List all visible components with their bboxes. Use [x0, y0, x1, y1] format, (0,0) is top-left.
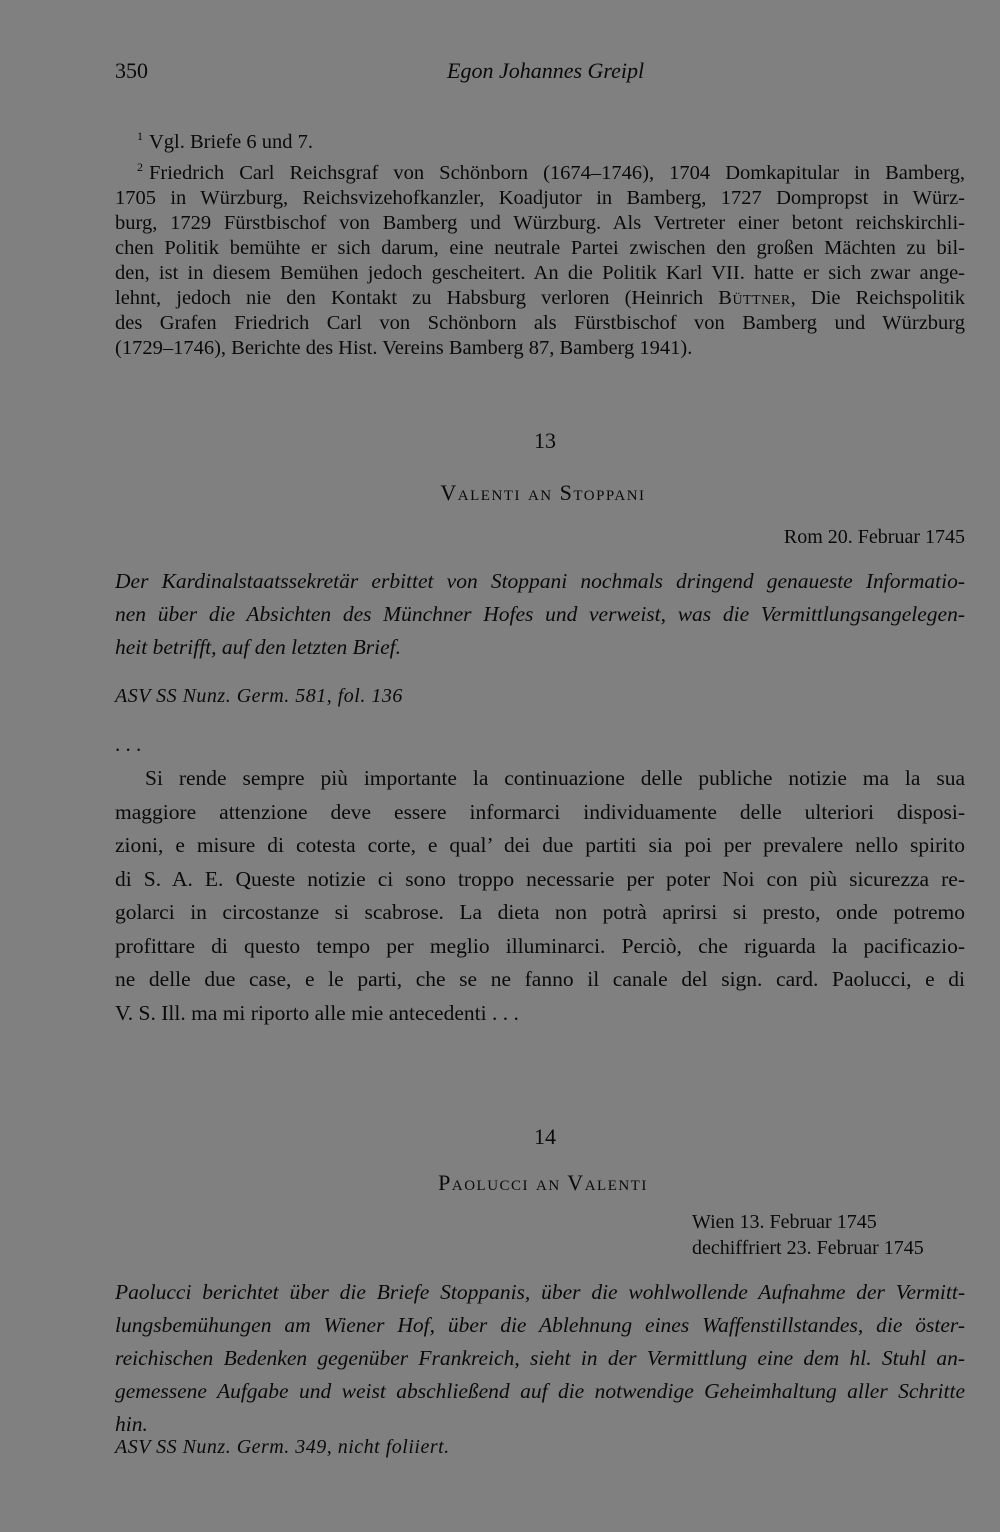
doc13-ellipsis: . . .: [115, 732, 142, 756]
regest-line: hin.: [115, 1412, 148, 1436]
doc14-source: ASV SS Nunz. Germ. 349, nicht foliiert.: [115, 1436, 450, 1458]
footnote-text: , Die Reichspolitik: [790, 287, 965, 309]
regest-line: nen über die Absichten des Münchner Hofes und verweist, was die Vermittlungsangelegen-: [115, 602, 965, 626]
regest-line: gemessene Aufgabe und weist abschließend auf die notwendige Geheimhaltung aller Schritte: [115, 1379, 965, 1403]
regest-line: lungsbemühungen am Wiener Hof, über die Ablehnung eines Waffenstillstandes, die öster-: [115, 1313, 965, 1337]
footnote-text: Vgl. Briefe 6 und 7.: [149, 131, 313, 153]
body-line: V. S. Ill. ma mi riporto alle mie antecedenti . . .: [115, 1000, 519, 1025]
body-line: maggiore attenzione deve essere informarci individuamente delle ulteriori disposi-: [115, 799, 965, 824]
body-line: di S. A. E. Queste notizie ci sono troppo necessarie per poter Noi con più sicurezza re-: [115, 866, 965, 891]
regest-line: heit betrifft, auf den letzten Brief.: [115, 635, 402, 659]
footnote-2-line: [115, 286, 965, 311]
doc13-title: Valenti an Stoppani: [440, 480, 646, 505]
running-head: Egon Johannes Greipl: [447, 58, 645, 83]
footnote-2-line: 1705 in Würzburg, Reichsvizehofkanzler, Koadjutor in Bamberg, 1727 Dompropst in Würz-: [115, 187, 965, 209]
footnote-marker: 2: [137, 160, 143, 174]
page-number: 350: [115, 58, 148, 83]
body-line: zioni, e misure di cotesta corte, e qual’ dei due partiti sia poi per prevalere nello spirito: [115, 833, 965, 857]
footnote-2-line: chen Politik bemühte er sich darum, eine neutrale Partei zwischen den großen Mächten zu bil-: [115, 237, 965, 259]
body-line: golarci in circostanze si scabrose. La dieta non potrà aprirsi si presto, onde potremo: [115, 900, 965, 924]
doc14-number: 14: [534, 1124, 556, 1149]
footnote-marker: 1: [137, 129, 143, 143]
footnote-1: [115, 124, 965, 155]
footnote-2-line: (1729–1746), Berichte des Hist. Vereins Bamberg 87, Bamberg 1941).: [115, 337, 693, 359]
doc13-body: [115, 762, 965, 1030]
footnote-text: Friedrich Carl Reichsgraf von Schönborn (1674–1746), 1704 Domkapitular in Bamberg,: [149, 162, 965, 184]
body-line: ne delle due case, e le parti, che se ne fanno il canale del sign. card. Paolucci, e di: [115, 967, 965, 991]
doc13-regest: [115, 565, 965, 664]
regest-line: reichischen Bedenken gegenüber Frankreich, sieht in der Vermittlung eine dem hl. Stuhl an-: [115, 1346, 965, 1370]
body-line: profittare di questo tempo per meglio illuminarci. Perciò, che riguarda la pacificazio-: [115, 933, 965, 958]
regest-line: Der Kardinalstaatssekretär erbittet von Stoppani nochmals dringend genaueste Informatio-: [115, 569, 965, 593]
footnote-2-line: burg, 1729 Fürstbischof von Bamberg und Würzburg. Als Vertreter einer betont reichskirchli-: [115, 212, 965, 234]
doc14-regest: [115, 1276, 965, 1441]
footnotes: [115, 124, 965, 361]
author-name: Büttner: [718, 287, 791, 309]
doc14-deciphered: dechiffriert 23. Februar 1745: [692, 1237, 924, 1259]
footnote-2-line: [115, 155, 965, 186]
footnote-2-line: den, ist in diesem Bemühen jedoch gescheitert. An die Politik Karl VII. hatte er sich zwar ange-: [115, 262, 965, 284]
doc13-place-date: Rom 20. Februar 1745: [783, 526, 965, 548]
doc14-title: Paolucci an Valenti: [438, 1170, 648, 1195]
body-line: Si rende sempre più importante la continuazione delle publiche notizie ma la sua: [145, 766, 965, 790]
doc13-number: 13: [534, 428, 556, 453]
doc13-source: ASV SS Nunz. Germ. 581, fol. 136: [115, 685, 403, 707]
footnote-text: lehnt, jedoch nie den Kontakt zu Habsburg verloren (Heinrich: [115, 287, 719, 309]
doc14-place-date: Wien 13. Februar 1745: [692, 1211, 877, 1233]
regest-line: Paolucci berichtet über die Briefe Stoppanis, über die wohlwollende Aufnahme der Vermitt-: [115, 1280, 965, 1304]
footnote-2-line: des Grafen Friedrich Carl von Schönborn als Fürstbischof von Bamberg und Würzburg: [115, 312, 965, 334]
